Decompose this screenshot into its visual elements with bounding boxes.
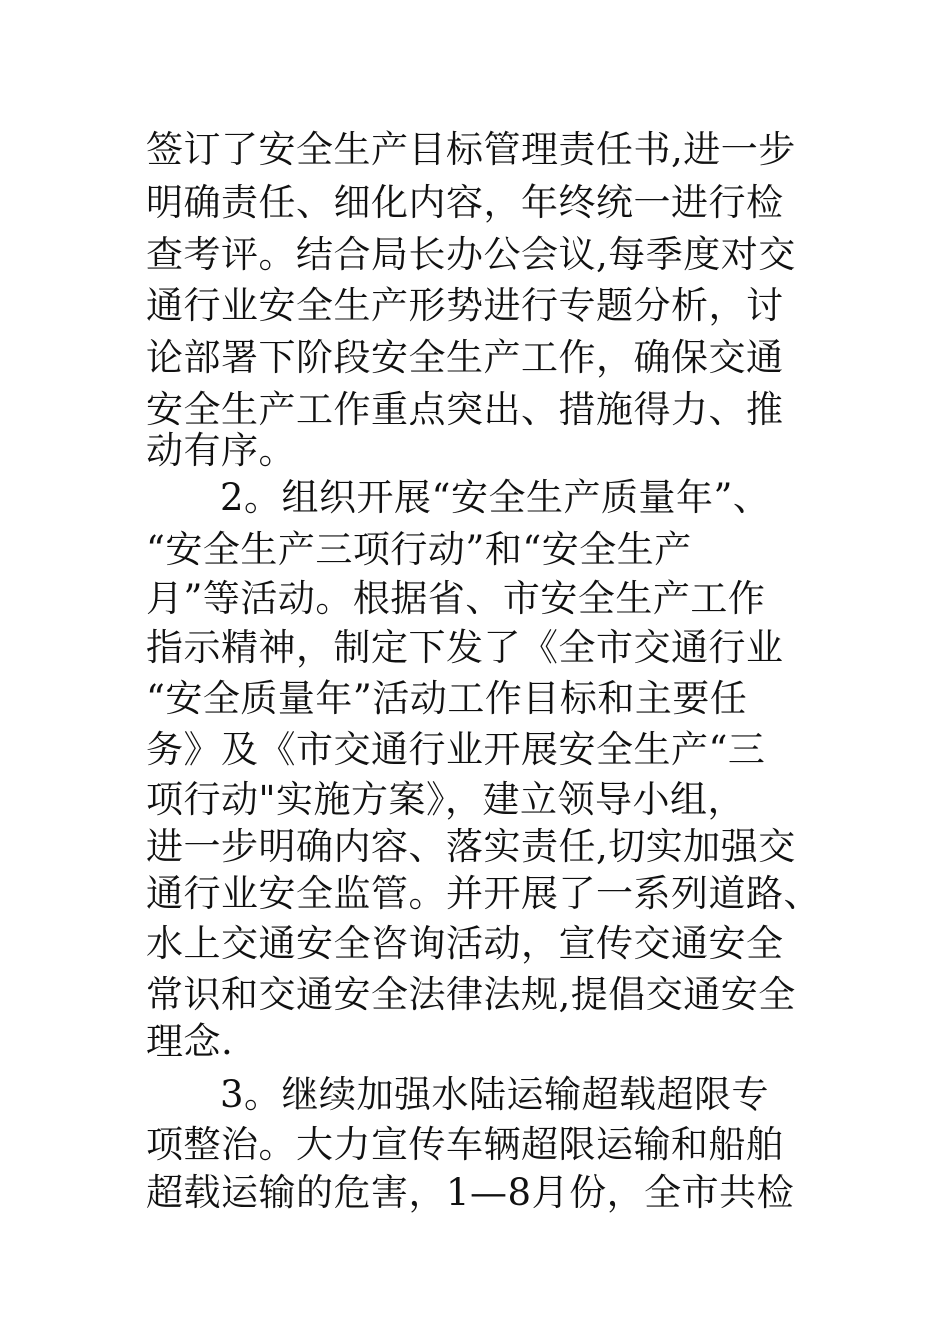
text-line: “安全生产三项行动”和“安全生产 (146, 528, 692, 571)
paragraph-2-first-line: 2。组织开展“安全生产质量年”、 (220, 476, 771, 519)
text-line: 项行动"实施方案》，建立领导小组， (146, 778, 746, 821)
text-line: 安全生产工作重点突出、措施得力、推 (146, 388, 784, 431)
paragraph-3-first-line: 3。继续加强水陆运输超载超限专 (220, 1073, 770, 1116)
text-line: 常识和交通安全法律法规,提倡交通安全 (146, 973, 796, 1016)
text-line: 论部署下阶段安全生产工作，确保交通 (146, 336, 784, 379)
text-line: 超载运输的危害，1—8月份，全市共检 (146, 1171, 795, 1214)
text-line: 水上交通安全咨询活动，宣传交通安全 (146, 922, 784, 965)
text-line: 明确责任、细化内容，年终统一进行检 (146, 181, 784, 224)
text-line: 理念. (146, 1020, 234, 1063)
text-line: 指示精神，制定下发了《全市交通行业 (146, 626, 784, 669)
text-line: 项整治。大力宣传车辆超限运输和船舶 (146, 1123, 784, 1166)
text-line: 通行业安全生产形势进行专题分析，讨 (146, 284, 784, 327)
text-line: 务》及《市交通行业开展安全生产“三 (146, 728, 766, 771)
text-line: 动有序。 (146, 429, 296, 472)
text-line: “安全质量年”活动工作目标和主要任 (146, 677, 748, 720)
text-line: 查考评。结合局长办公会议,每季度对交 (146, 233, 796, 276)
text-line: 通行业安全监管。并开展了一系列道路、 (146, 872, 821, 915)
text-line: 进一步明确内容、落实责任,切实加强交 (146, 825, 796, 868)
text-line: 签订了安全生产目标管理责任书,进一步 (146, 128, 796, 171)
text-line: 月”等活动。根据省、市安全生产工作 (146, 577, 766, 620)
